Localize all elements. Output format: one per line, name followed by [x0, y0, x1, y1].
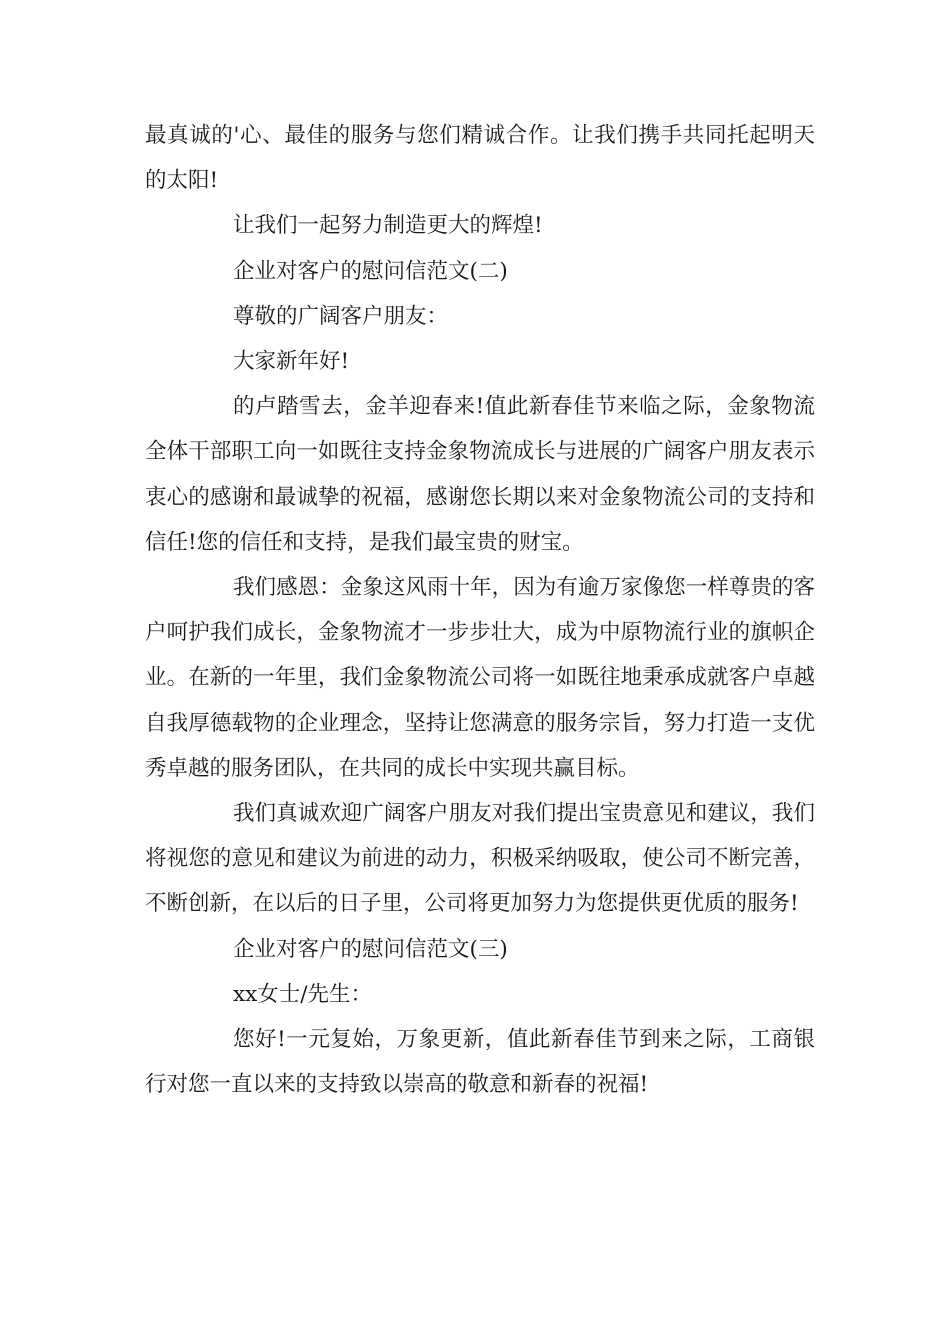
greeting-2: 大家新年好!	[233, 349, 350, 375]
paragraph-2: 让我们一起努力制造更大的辉煌!	[233, 213, 543, 239]
document-body	[145, 113, 815, 1107]
paragraph-8: 我们真诚欢迎广阔客户朋友对我们提出宝贵意见和建议，我们将视您的意见和建议为前进的动力，积极采纳吸取，使公司不断完善，不断创新，在以后的日子里，公司将更加努力为您提供更优质的服务!	[145, 801, 815, 917]
section-heading-2: 企业对客户的慰问信范文(二)	[233, 258, 508, 284]
paragraph-1: 最真诚的'心、最佳的服务与您们精诚合作。让我们携手共同托起明天的太阳!	[145, 123, 815, 194]
salutation-3: xx女士/先生：	[233, 981, 372, 1007]
paragraph-11: 您好!一元复始，万象更新，值此新春佳节到来之际，工商银行对您一直以来的支持致以崇高的敬意和新春的祝福!	[145, 1027, 815, 1098]
paragraph-6: 的卢踏雪去，金羊迎春来!值此新春佳节来临之际，金象物流全体干部职工向一如既往支持金象物流成长与进展的广阔客户朋友表示衷心的感谢和最诚挚的祝福，感谢您长期以来对金象物流公司的支持和信任!您的信任和支持，是我们最宝贵的财宝。	[145, 394, 815, 555]
paragraph-7: 我们感恩：金象这风雨十年，因为有逾万家像您一样尊贵的客户呵护我们成长，金象物流才一步步壮大，成为中原物流行业的旗帜企业。在新的一年里，我们金象物流公司将一如既往地秉承成就客户卓越自我厚德载物的企业理念，坚持让您满意的服务宗旨，努力打造一支优秀卓越的服务团队，在共同的成长中实现共赢目标。	[145, 575, 815, 781]
salutation-2: 尊敬的广阔客户朋友：	[233, 303, 449, 329]
section-heading-3: 企业对客户的慰问信范文(三)	[233, 936, 508, 962]
